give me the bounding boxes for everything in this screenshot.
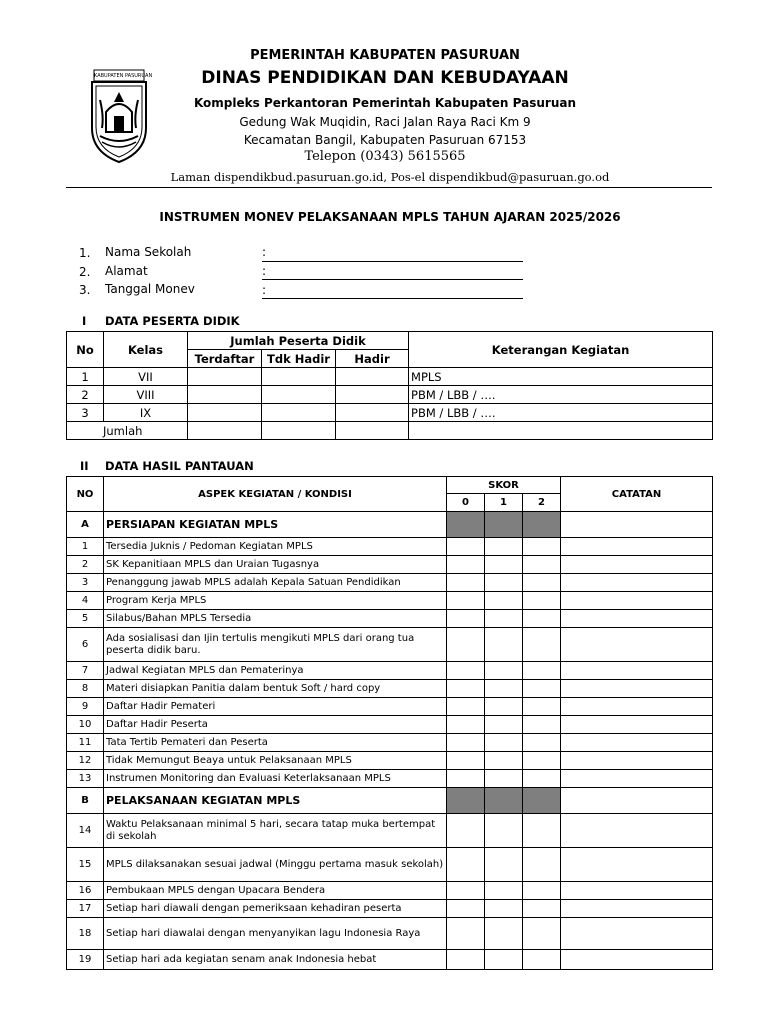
table-row: [67, 848, 713, 882]
notes-cell[interactable]: [561, 512, 713, 538]
total-label: Jumlah: [67, 422, 188, 440]
item-aspect: Tidak Memungut Beaya untuk Pelaksanaan MPLS: [104, 752, 447, 770]
item-aspect: Penanggung jawab MPLS adalah Kepala Satuan Pendidikan: [104, 574, 447, 592]
score-1-cell[interactable]: [485, 900, 523, 918]
notes-cell[interactable]: [561, 662, 713, 680]
score-1-cell[interactable]: [485, 882, 523, 900]
item-no: 11: [67, 734, 104, 752]
score-1-cell[interactable]: [485, 592, 523, 610]
notes-cell[interactable]: [561, 848, 713, 882]
field-label-date: Tanggal Monev: [105, 282, 195, 296]
score-1-cell[interactable]: [485, 610, 523, 628]
score-0-cell[interactable]: [447, 900, 485, 918]
notes-cell[interactable]: [561, 538, 713, 556]
field-label-address: Alamat: [105, 264, 148, 278]
document-title: INSTRUMEN MONEV PELAKSANAAN MPLS TAHUN AJARAN 2025/2026: [159, 210, 621, 224]
score-2-cell[interactable]: [523, 918, 561, 950]
item-no: 16: [67, 882, 104, 900]
total-present-cell[interactable]: [336, 422, 409, 440]
absent-cell[interactable]: [262, 404, 336, 422]
total-absent-cell[interactable]: [262, 422, 336, 440]
score-1-cell[interactable]: [485, 698, 523, 716]
table-row: [67, 662, 713, 680]
item-no: 18: [67, 918, 104, 950]
score-0-cell[interactable]: [447, 610, 485, 628]
field-number: 3.: [79, 283, 91, 297]
item-no: 14: [67, 814, 104, 848]
score-2-cell[interactable]: [523, 680, 561, 698]
score-0-cell[interactable]: [447, 628, 485, 662]
shaded-score-cell: [447, 788, 485, 814]
score-0-cell[interactable]: [447, 538, 485, 556]
group-code: B: [67, 788, 104, 814]
section-number: I: [82, 314, 87, 328]
item-no: 8: [67, 680, 104, 698]
item-aspect: Program Kerja MPLS: [104, 592, 447, 610]
score-header-0: 0: [447, 494, 485, 512]
table-row: [67, 900, 713, 918]
notes-cell[interactable]: [561, 556, 713, 574]
score-2-cell[interactable]: [523, 698, 561, 716]
header-web-email: Laman dispendikbud.pasuruan.go.id, Pos-el dispendikbud@pasuruan.go.od: [170, 170, 610, 184]
registered-cell[interactable]: [188, 404, 262, 422]
notes-cell[interactable]: [561, 950, 713, 970]
item-aspect: Waktu Pelaksanaan minimal 5 hari, secara tatap muka bertempat di sekolah: [104, 814, 447, 848]
notes-cell[interactable]: [561, 698, 713, 716]
score-1-cell[interactable]: [485, 848, 523, 882]
item-no: 12: [67, 752, 104, 770]
absent-cell[interactable]: [262, 386, 336, 404]
table-row: [67, 610, 713, 628]
item-aspect: Jadwal Kegiatan MPLS dan Pematerinya: [104, 662, 447, 680]
address-line[interactable]: [262, 279, 523, 280]
shaded-score-cell: [523, 512, 561, 538]
score-header-1: 1: [485, 494, 523, 512]
field-number: 1.: [79, 246, 91, 260]
notes-cell[interactable]: [561, 680, 713, 698]
score-1-cell[interactable]: [485, 734, 523, 752]
row-activity: PBM / LBB / ….: [409, 404, 713, 422]
field-colon: :: [262, 283, 267, 297]
score-1-cell[interactable]: [485, 680, 523, 698]
score-2-cell[interactable]: [523, 814, 561, 848]
score-2-cell[interactable]: [523, 752, 561, 770]
table-row: [67, 950, 713, 970]
table-row: [67, 556, 713, 574]
item-aspect: Pembukaan MPLS dengan Upacara Bendera: [104, 882, 447, 900]
shaded-score-cell: [485, 512, 523, 538]
score-2-cell[interactable]: [523, 734, 561, 752]
table-row: [67, 404, 713, 422]
score-1-cell[interactable]: [485, 950, 523, 970]
section-title: DATA PESERTA DIDIK: [105, 314, 240, 328]
score-1-cell[interactable]: [485, 752, 523, 770]
item-aspect: Setiap hari diawalai dengan menyanyikan lagu Indonesia Raya: [104, 918, 447, 950]
score-1-cell[interactable]: [485, 918, 523, 950]
notes-cell[interactable]: [561, 734, 713, 752]
item-aspect: Ada sosialisasi dan Ijin tertulis mengikuti MPLS dari orang tua peserta didik baru.: [104, 628, 447, 662]
item-no: 10: [67, 716, 104, 734]
score-2-cell[interactable]: [523, 848, 561, 882]
score-0-cell[interactable]: [447, 848, 485, 882]
score-0-cell[interactable]: [447, 814, 485, 848]
col-header-student-count: Jumlah Peserta Didik: [188, 332, 409, 350]
notes-cell[interactable]: [561, 716, 713, 734]
score-2-cell[interactable]: [523, 770, 561, 788]
present-cell[interactable]: [336, 368, 409, 386]
table-row: [67, 680, 713, 698]
table-row: [67, 882, 713, 900]
score-2-cell[interactable]: [523, 574, 561, 592]
score-0-cell[interactable]: [447, 716, 485, 734]
notes-cell[interactable]: [561, 882, 713, 900]
score-2-cell[interactable]: [523, 628, 561, 662]
logo-text: KABUPATEN PASURUAN: [94, 73, 153, 79]
item-aspect: SK Kepanitiaan MPLS dan Uraian Tugasnya: [104, 556, 447, 574]
notes-cell[interactable]: [561, 610, 713, 628]
score-2-cell[interactable]: [523, 950, 561, 970]
table-row: [67, 628, 713, 662]
header-complex: Kompleks Perkantoran Pemerintah Kabupaten Pasuruan: [193, 96, 577, 110]
col-header-notes: CATATAN: [561, 477, 713, 512]
item-no: 17: [67, 900, 104, 918]
item-aspect: Daftar Hadir Pemateri: [104, 698, 447, 716]
monev-date-line[interactable]: [262, 298, 523, 299]
total-registered-cell[interactable]: [188, 422, 262, 440]
score-0-cell[interactable]: [447, 556, 485, 574]
field-label-school: Nama Sekolah: [105, 245, 192, 259]
notes-cell[interactable]: [561, 628, 713, 662]
monitoring-results-table: [66, 476, 713, 970]
score-2-cell[interactable]: [523, 538, 561, 556]
field-colon: :: [262, 264, 267, 278]
score-0-cell[interactable]: [447, 574, 485, 592]
header-building: Gedung Wak Muqidin, Raci Jalan Raya Raci Km 9: [239, 115, 531, 129]
notes-cell[interactable]: [561, 788, 713, 814]
score-1-cell[interactable]: [485, 770, 523, 788]
absent-cell[interactable]: [262, 368, 336, 386]
notes-cell[interactable]: [561, 918, 713, 950]
group-code: A: [67, 512, 104, 538]
row-class: VIII: [104, 386, 188, 404]
group-title: PERSIAPAN KEGIATAN MPLS: [104, 512, 447, 538]
item-aspect: Tata Tertib Pemateri dan Peserta: [104, 734, 447, 752]
header-government: PEMERINTAH KABUPATEN PASURUAN: [250, 48, 520, 63]
score-1-cell[interactable]: [485, 574, 523, 592]
item-aspect: Setiap hari diawali dengan pemeriksaan kehadiran peserta: [104, 900, 447, 918]
item-no: 7: [67, 662, 104, 680]
table-row: [67, 368, 713, 386]
score-2-cell[interactable]: [523, 662, 561, 680]
row-no: 3: [67, 404, 104, 422]
field-colon: :: [262, 245, 267, 259]
table-row: [67, 752, 713, 770]
col-header-no: NO: [67, 477, 104, 512]
table-row: [67, 592, 713, 610]
score-0-cell[interactable]: [447, 592, 485, 610]
item-aspect: MPLS dilaksanakan sesuai jadwal (Minggu pertama masuk sekolah): [104, 848, 447, 882]
item-no: 9: [67, 698, 104, 716]
score-2-cell[interactable]: [523, 882, 561, 900]
row-activity: MPLS: [409, 368, 713, 386]
item-no: 15: [67, 848, 104, 882]
header-agency: DINAS PENDIDIKAN DAN KEBUDAYAAN: [201, 68, 569, 88]
score-2-cell[interactable]: [523, 556, 561, 574]
section-title: DATA HASIL PANTAUAN: [105, 459, 254, 473]
score-1-cell[interactable]: [485, 662, 523, 680]
col-header-registered: Terdaftar: [188, 350, 262, 368]
student-data-table: [66, 331, 713, 440]
group-row: [67, 788, 713, 814]
col-header-absent: Tdk Hadir: [262, 350, 336, 368]
item-no: 5: [67, 610, 104, 628]
present-cell[interactable]: [336, 404, 409, 422]
item-aspect: Daftar Hadir Peserta: [104, 716, 447, 734]
shaded-score-cell: [447, 512, 485, 538]
score-0-cell[interactable]: [447, 680, 485, 698]
row-activity: PBM / LBB / ….: [409, 386, 713, 404]
table-row: [67, 734, 713, 752]
item-no: 3: [67, 574, 104, 592]
score-0-cell[interactable]: [447, 698, 485, 716]
registered-cell[interactable]: [188, 368, 262, 386]
group-title: PELAKSANAAN KEGIATAN MPLS: [104, 788, 447, 814]
shaded-score-cell: [485, 788, 523, 814]
header-divider: [66, 187, 712, 188]
notes-cell[interactable]: [561, 900, 713, 918]
row-class: IX: [104, 404, 188, 422]
regency-logo: [88, 66, 153, 164]
item-aspect: Silabus/Bahan MPLS Tersedia: [104, 610, 447, 628]
score-2-cell[interactable]: [523, 716, 561, 734]
notes-cell[interactable]: [561, 574, 713, 592]
total-row: [67, 422, 713, 440]
score-0-cell[interactable]: [447, 882, 485, 900]
section-number: II: [80, 459, 89, 473]
score-0-cell[interactable]: [447, 770, 485, 788]
score-2-cell[interactable]: [523, 900, 561, 918]
score-0-cell[interactable]: [447, 734, 485, 752]
score-header-2: 2: [523, 494, 561, 512]
item-no: 2: [67, 556, 104, 574]
row-no: 1: [67, 368, 104, 386]
col-header-class: Kelas: [104, 332, 188, 368]
item-aspect: Materi disiapkan Panitia dalam bentuk Soft / hard copy: [104, 680, 447, 698]
score-1-cell[interactable]: [485, 538, 523, 556]
row-no: 2: [67, 386, 104, 404]
notes-cell[interactable]: [561, 814, 713, 848]
school-name-line[interactable]: [262, 261, 523, 262]
table-row: [67, 716, 713, 734]
col-header-no: No: [67, 332, 104, 368]
score-0-cell[interactable]: [447, 950, 485, 970]
col-header-score: SKOR: [447, 477, 561, 494]
col-header-aspect: ASPEK KEGIATAN / KONDISI: [104, 477, 447, 512]
registered-cell[interactable]: [188, 386, 262, 404]
header-phone: Telepon (0343) 5615565: [304, 149, 466, 164]
table-row: [67, 538, 713, 556]
group-row: [67, 512, 713, 538]
score-1-cell[interactable]: [485, 814, 523, 848]
score-1-cell[interactable]: [485, 556, 523, 574]
table-row: [67, 386, 713, 404]
notes-cell[interactable]: [561, 752, 713, 770]
score-1-cell[interactable]: [485, 628, 523, 662]
score-0-cell[interactable]: [447, 752, 485, 770]
notes-cell[interactable]: [561, 770, 713, 788]
present-cell[interactable]: [336, 386, 409, 404]
header-district: Kecamatan Bangil, Kabupaten Pasuruan 67153: [243, 133, 527, 147]
item-no: 13: [67, 770, 104, 788]
col-header-present: Hadir: [336, 350, 409, 368]
notes-cell[interactable]: [561, 592, 713, 610]
row-class: VII: [104, 368, 188, 386]
item-no: 4: [67, 592, 104, 610]
item-aspect: Instrumen Monitoring dan Evaluasi Keterlaksanaan MPLS: [104, 770, 447, 788]
table-row: [67, 918, 713, 950]
item-aspect: Tersedia Juknis / Pedoman Kegiatan MPLS: [104, 538, 447, 556]
score-0-cell[interactable]: [447, 662, 485, 680]
shaded-score-cell: [523, 788, 561, 814]
table-row: [67, 770, 713, 788]
field-number: 2.: [79, 265, 91, 279]
score-2-cell[interactable]: [523, 592, 561, 610]
item-no: 6: [67, 628, 104, 662]
score-0-cell[interactable]: [447, 918, 485, 950]
score-2-cell[interactable]: [523, 610, 561, 628]
item-aspect: Setiap hari ada kegiatan senam anak Indonesia hebat: [104, 950, 447, 970]
table-row: [67, 814, 713, 848]
item-no: 1: [67, 538, 104, 556]
table-row: [67, 698, 713, 716]
col-header-activity-note: Keterangan Kegiatan: [409, 332, 713, 368]
total-activity-cell[interactable]: [409, 422, 713, 440]
item-no: 19: [67, 950, 104, 970]
table-row: [67, 574, 713, 592]
score-1-cell[interactable]: [485, 716, 523, 734]
